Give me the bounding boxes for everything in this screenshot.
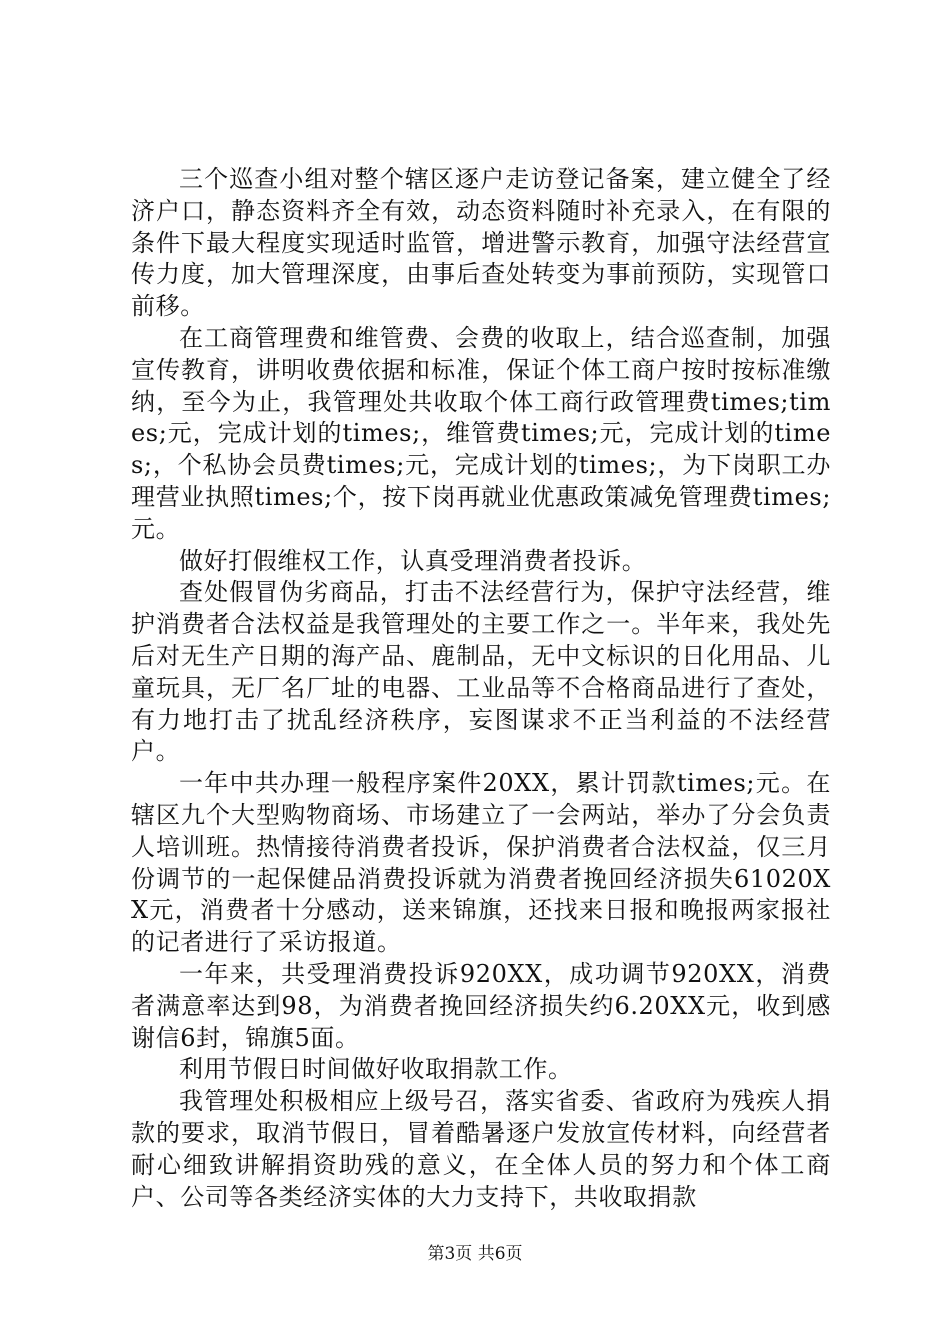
paragraph-donation-heading: 利用节假日时间做好收取捐款工作。 — [179, 1055, 573, 1084]
paragraph-fee-collection: 在工商管理费和维管费、会费的收取上，结合巡查制，加强宣传教育，讲明收费依据和标准，保证个体工商户按时按标准缴纳，至今为止，我管理处共收取个体工商行政管理费times;times;元，完成计划的times;，维管费times;元，完成计划的times;，个私协会员费times;元，完成计划的times;，为下岗职工办理营业执照times;个，按下岗再就业优惠政策减免管理费times;元。 — [131, 323, 831, 543]
paragraph-anti-counterfeit-work: 查处假冒伪劣商品，打击不法经营行为，保护守法经营，维护消费者合法权益是我管理处的主要工作之一。半年来，我处先后对无生产日期的海产品、鹿制品，无中文标识的日化用品、儿童玩具，无厂名厂址的电器、工业品等不合格商品进行了查处，有力地打击了扰乱经济秩序，妄图谋求不正当利益的不法经营户。 — [131, 578, 831, 766]
paragraph-anti-counterfeit-heading: 做好打假维权工作，认真受理消费者投诉。 — [179, 546, 647, 575]
paragraph-inspection-groups: 三个巡查小组对整个辖区逐户走访登记备案，建立健全了经济户口，静态资料齐全有效，动态资料随时补充录入，在有限的条件下最大程度实现适时监管，增进警示教育，加强守法经营宣传力度，加大管理深度，由事后查处转变为事前预防，实现管口前移。 — [131, 165, 831, 321]
body-text — [131, 164, 831, 1213]
paragraph-case-handling: 一年中共办理一般程序案件20XX，累计罚款times;元。在辖区九个大型购物商场、市场建立了一会两站，举办了分会负责人培训班。热情接待消费者投诉，保护消费者合法权益，仅三月份调节的一起保健品消费投诉就为消费者挽回经济损失61020XX元，消费者十分感动，送来锦旗，还找来日报和晚报两家报社的记者进行了采访报道。 — [131, 769, 831, 957]
page-number-footer: 第3页 共6页 — [427, 1244, 523, 1264]
paragraph-complaint-stats: 一年来，共受理消费投诉920XX，成功调节920XX，消费者满意率达到98，为消费者挽回经济损失约6.20XX元，收到感谢信6封，锦旗5面。 — [131, 959, 831, 1052]
paragraph-donation-work: 我管理处积极相应上级号召，落实省委、省政府为残疾人捐款的要求，取消节假日，冒着酷暑逐户发放宣传材料，向经营者耐心细致讲解捐资助残的意义，在全体人员的努力和个体工商户、公司等各类经济实体的大力支持下，共收取捐款 — [131, 1087, 831, 1211]
